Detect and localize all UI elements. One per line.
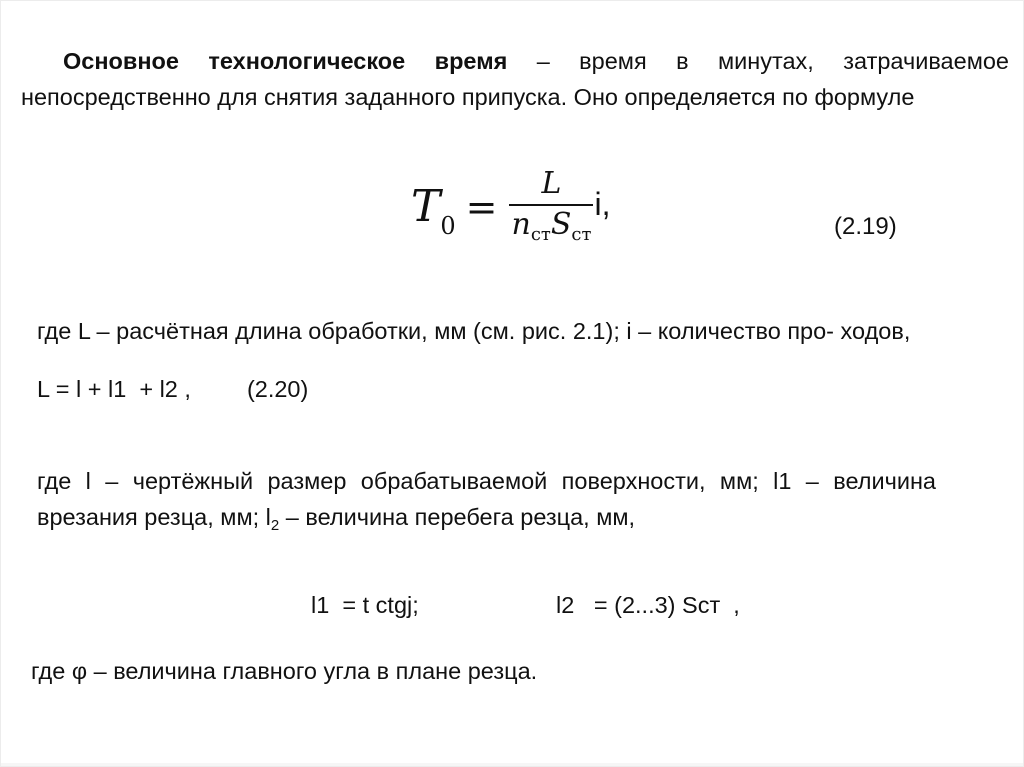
- intro-term-bold: Основное технологическое время: [63, 48, 508, 74]
- formula-l1-line: l1 = t ctgj;: [311, 592, 419, 618]
- definition-L-line: где L – расчётная длина обработки, мм (см. рис. 2.1); i – количество про- ходов,: [37, 318, 911, 344]
- formula-lhs-sub: 0: [440, 212, 456, 240]
- equation-number-219: (2.19): [834, 213, 897, 240]
- definition-l-part1: где l – чертёжный размер обрабатываемой поверхности, мм; l1 – величина врезания резца, мм; l: [37, 468, 936, 530]
- intro-paragraph: [21, 43, 1009, 115]
- formula-equals: =: [465, 184, 498, 229]
- definition-l-subscript: 2: [270, 517, 280, 534]
- formula-L-text: L = l + l1 + l2 ,: [37, 376, 191, 402]
- den-S: S: [550, 207, 572, 242]
- equation-number-220: (2.20): [246, 376, 309, 402]
- bottom-edge-divider: [1, 763, 1023, 766]
- formula-fraction: [509, 166, 593, 245]
- definition-phi-line: где φ – величина главного угла в плане резца.: [31, 658, 538, 684]
- definition-l-part2: – величина перебега резца, мм,: [279, 504, 636, 530]
- formula-main: [411, 166, 611, 245]
- fraction-denominator: [509, 204, 593, 244]
- formula-l2-line: l2 = (2...3) Sст ,: [556, 592, 740, 618]
- den-n: n: [511, 207, 531, 242]
- den-n-sub: ст: [530, 224, 551, 245]
- formula-suffix-i: i,: [594, 185, 611, 222]
- formula-lhs-T: T: [411, 180, 441, 232]
- formula-L-line: [37, 373, 308, 405]
- fraction-numerator: L: [541, 166, 562, 201]
- definition-l-paragraph: [37, 463, 936, 544]
- den-S-sub: ст: [571, 224, 592, 245]
- intro-rest: – время в минутах, затрачиваемое непосредственно для снятия заданного припуска. Оно определяется по формуле: [21, 48, 1009, 110]
